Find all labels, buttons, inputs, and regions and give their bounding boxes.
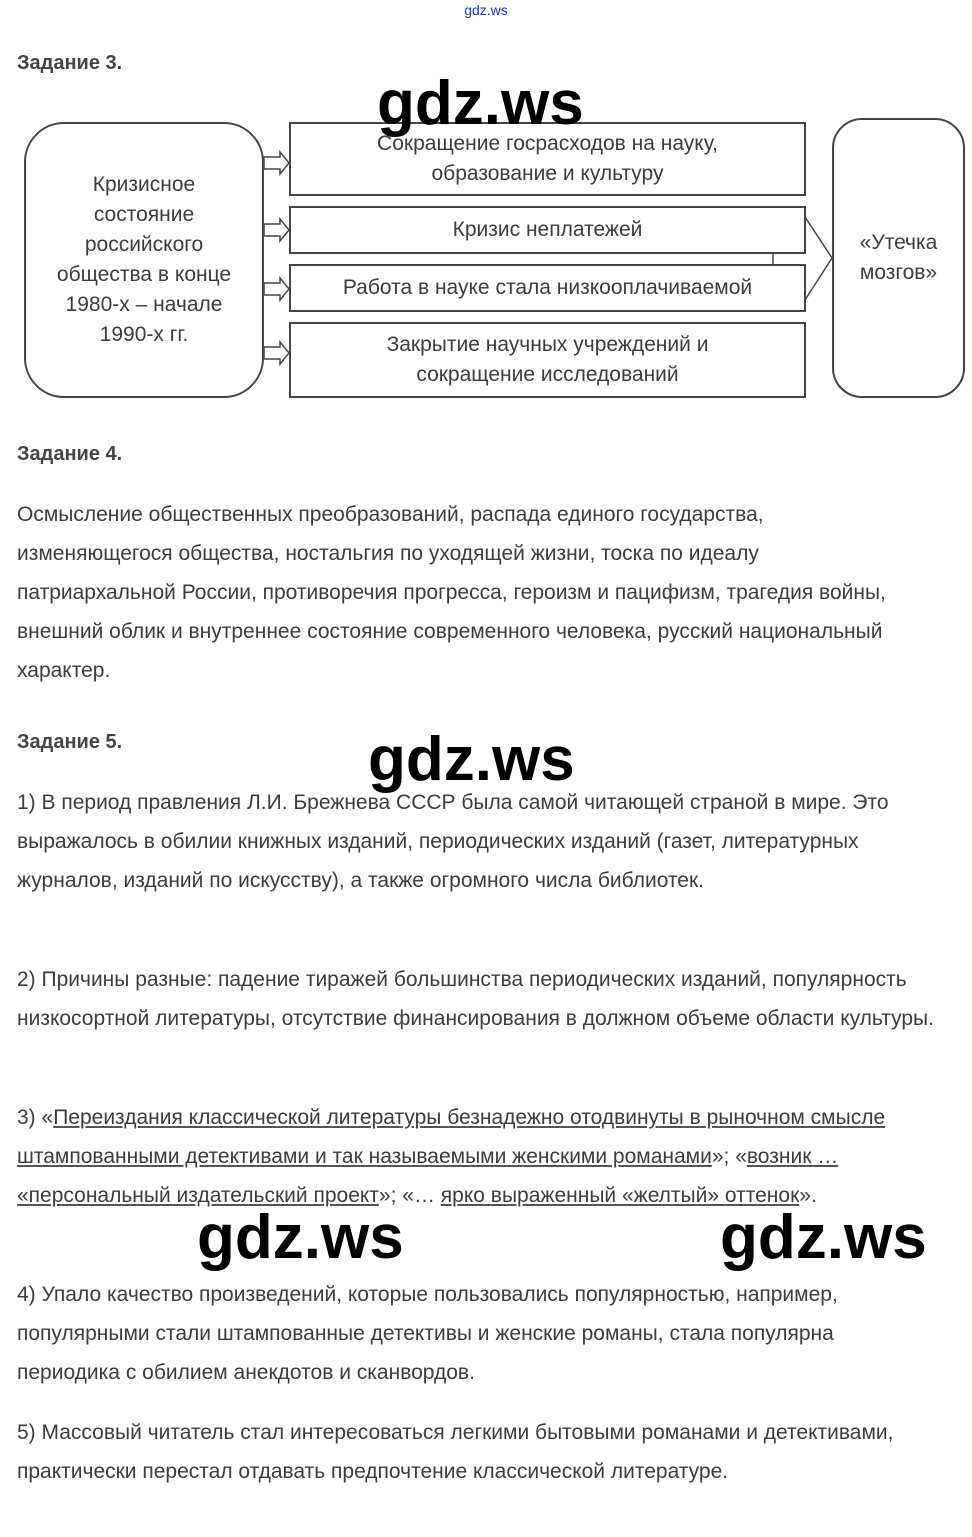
- task4-text: Осмысление общественных преобразований, распада единого государства, изменяющегося общества, ностальгия по уходящей жизни, тоска по идеалу патриархальной России, противоречия прогресса, героизм и пацифизм, трагедия войны, внешний облик и внутреннее состояние современного человека, русский национальный характер.: [17, 503, 886, 682]
- middle-box-3-text: Работа в науке стала низкооплачиваемой: [342, 276, 753, 299]
- watermark-gdz-2: gdz.ws: [368, 725, 575, 794]
- watermark-gdz-1: gdz.ws: [377, 69, 584, 138]
- task5-p5: 5) Массовый читатель стал интересоваться легкими бытовыми романами и детективами, практически перестал отдавать предпочтение классической литературе.: [17, 1421, 894, 1483]
- task4-heading: Задание 4.: [17, 443, 123, 465]
- watermark-gdz-3: gdz.ws: [197, 1203, 404, 1272]
- p3-quote3: ярко выраженный «желтый» оттенок: [440, 1184, 800, 1207]
- diagram-middle-box-4: [289, 322, 806, 398]
- middle-box-1-text: Сокращение госрасходов на науку, образование и культуру: [377, 132, 718, 185]
- diagram-middle-box-3: [289, 264, 806, 312]
- p3-suffix: ».: [799, 1184, 817, 1207]
- middle-box-2-text: Кризис неплатежей: [452, 218, 643, 241]
- arrow-1: [264, 152, 289, 174]
- task5-p3: [17, 1098, 937, 1215]
- task5-heading: Задание 5.: [17, 731, 123, 753]
- p3-sep1: »; «: [711, 1145, 747, 1168]
- p3-sep2: »; «…: [378, 1184, 441, 1207]
- task5-p2: 2) Причины разные: падение тиражей большинства периодических изданий, популярность низкосортной литературы, отсутствие финансирования в должном объеме области культуры.: [17, 968, 934, 1030]
- top-watermark: gdz.ws: [464, 2, 508, 18]
- task5-p4: 4) Упало качество произведений, которые пользовались популярностью, например, популярными стали штампованные детективы и женские романы, стала популярна периодика с обилием анекдотов и сканвордов.: [17, 1283, 838, 1384]
- arrow-4: [264, 342, 289, 364]
- middle-box-4-text: Закрытие научных учреждений и сокращение исследований: [386, 333, 709, 386]
- task3-diagram: [0, 110, 972, 410]
- task3-heading: Задание 3.: [17, 52, 123, 74]
- p3-quote2: возник … «персональный издательский проект: [17, 1145, 839, 1207]
- diagram-right-box: [832, 118, 965, 398]
- diagram-middle-box-2: [289, 206, 806, 254]
- diagram-left-box: [24, 122, 264, 398]
- p3-prefix: 3) «: [17, 1106, 54, 1129]
- arrow-2: [264, 219, 289, 241]
- right-box-text: «Утечка мозгов»: [859, 231, 938, 284]
- watermark-gdz-4: gdz.ws: [720, 1203, 927, 1272]
- p3-quote1: Переиздания классической литературы безнадежно отодвинуты в рыночном смысле штампованными детективами и так называемыми женскими романами: [17, 1106, 886, 1168]
- task5-p1: 1) В период правления Л.И. Брежнева СССР была самой читающей страной в мире. Это выражалось в обилии книжных изданий, периодических изданий (газет, литературных журналов, изданий по искусству), а также огромного числа библиотек.: [17, 791, 889, 892]
- left-box-text: Кризисное состояние российского общества в конце 1980-х – начале 1990-х гг.: [56, 173, 232, 346]
- arrow-3: [264, 278, 289, 300]
